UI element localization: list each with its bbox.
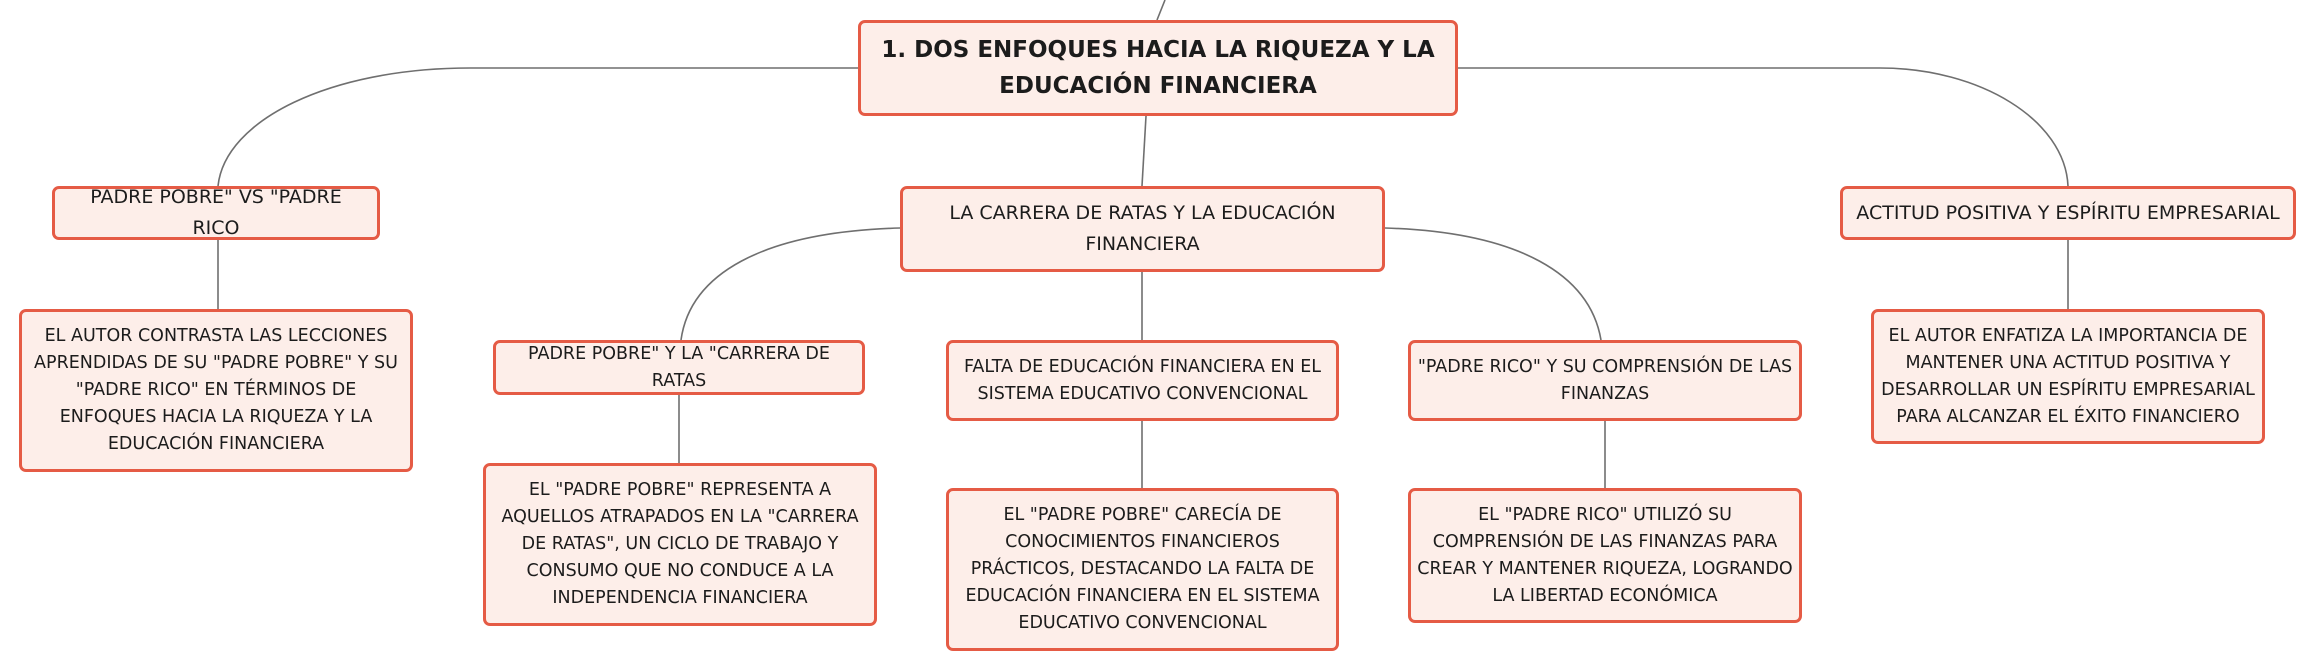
topic-label: ACTITUD POSITIVA Y ESPÍRITU EMPRESARIAL xyxy=(1856,201,2280,224)
detail-label: EL "PADRE POBRE" CARECÍA DE CONOCIMIENTOS FINANCIEROS PRÁCTICOS, DESTACANDO LA FALTA DE EDUCACIÓN FINANCIERA EN EL SISTEMA EDUCATIVO CONVENCIONAL xyxy=(965,505,1320,633)
detail-label: EL AUTOR CONTRASTA LAS LECCIONES APRENDIDAS DE SU "PADRE POBRE" Y SU "PADRE RICO" EN TÉRMINOS DE ENFOQUES HACIA LA RIQUEZA Y LA EDUCACIÓN FINANCIERA xyxy=(34,326,398,454)
topic-actitud-positiva[interactable] xyxy=(1840,186,2296,240)
connector-root-center xyxy=(1142,116,1146,186)
connector-root-incoming xyxy=(1157,0,1165,20)
subtopic-label: "PADRE RICO" Y SU COMPRENSIÓN DE LAS FINANZAS xyxy=(1417,356,1793,404)
connector-root-right xyxy=(1457,68,2068,186)
topic-padre-pobre-vs-padre-rico[interactable] xyxy=(52,186,380,240)
connector-center-child1 xyxy=(681,228,900,340)
detail-padre-pobre-representa[interactable] xyxy=(483,463,877,626)
subtopic-falta-educacion[interactable] xyxy=(946,340,1339,421)
subtopic-padre-rico-finanzas[interactable] xyxy=(1408,340,1802,421)
subtopic-label: PADRE POBRE" Y LA "CARRERA DE RATAS xyxy=(528,343,830,391)
detail-label: EL "PADRE POBRE" REPRESENTA A AQUELLOS ATRAPADOS EN LA "CARRERA DE RATAS", UN CICLO DE TRABAJO Y CONSUMO QUE NO CONDUCE A LA INDEPENDENCIA FINANCIERA xyxy=(501,480,859,608)
subtopic-label: FALTA DE EDUCACIÓN FINANCIERA EN EL SISTEMA EDUCATIVO CONVENCIONAL xyxy=(963,356,1322,404)
topic-carrera-de-ratas[interactable] xyxy=(900,186,1385,272)
topic-label: PADRE POBRE" VS "PADRE RICO xyxy=(90,186,342,239)
detail-autor-contrasta[interactable] xyxy=(19,309,413,472)
detail-label: EL AUTOR ENFATIZA LA IMPORTANCIA DE MANTENER UNA ACTITUD POSITIVA Y DESARROLLAR UN ESPÍRITU EMPRESARIAL PARA ALCANZAR EL ÉXITO FINANCIERO xyxy=(1881,325,2255,427)
detail-autor-enfatiza[interactable] xyxy=(1871,309,2265,444)
root-topic-label: 1. DOS ENFOQUES HACIA LA RIQUEZA Y LA EDUCACIÓN FINANCIERA xyxy=(881,37,1435,99)
connector-root-left xyxy=(218,68,858,186)
detail-padre-pobre-carecia[interactable] xyxy=(946,488,1339,651)
detail-label: EL "PADRE RICO" UTILIZÓ SU COMPRENSIÓN DE LAS FINANZAS PARA CREAR Y MANTENER RIQUEZA, LOGRANDO LA LIBERTAD ECONÓMICA xyxy=(1417,504,1793,606)
connector-center-child3 xyxy=(1385,228,1601,340)
root-topic[interactable] xyxy=(858,20,1458,116)
topic-label: LA CARRERA DE RATAS Y LA EDUCACIÓN FINANCIERA xyxy=(949,202,1336,255)
subtopic-padre-pobre-carrera[interactable] xyxy=(493,340,865,395)
detail-padre-rico-utilizo[interactable] xyxy=(1408,488,1802,623)
